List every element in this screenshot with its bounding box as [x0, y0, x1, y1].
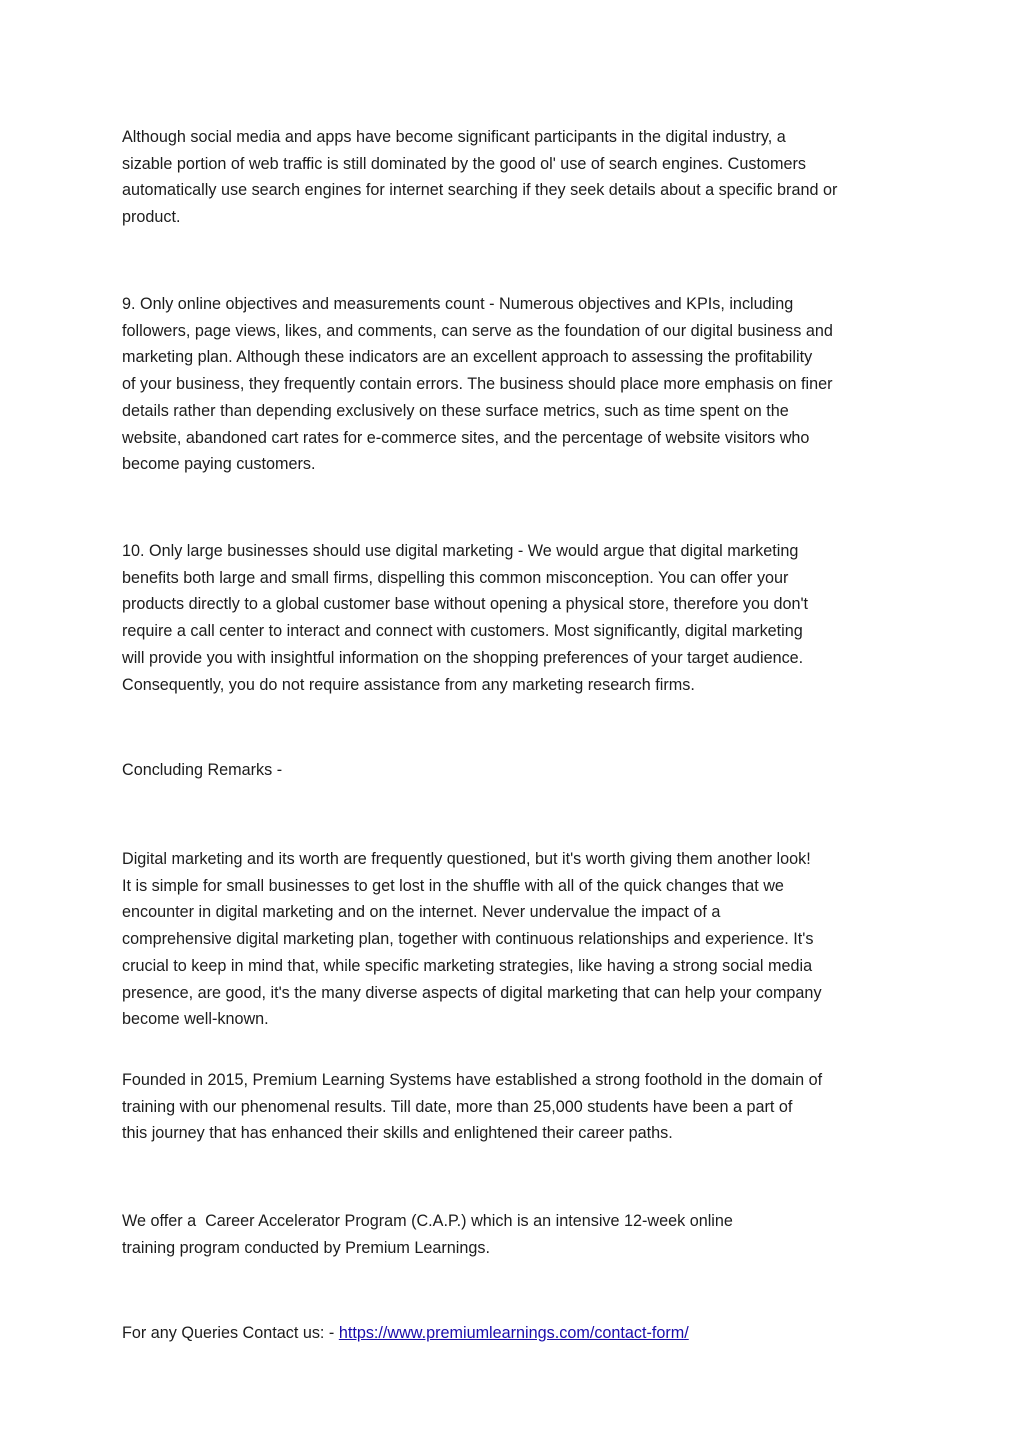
paragraph-line: encounter in digital marketing and on the internet. Never undervalue the impact of a	[122, 903, 721, 922]
paragraph-line: product.	[122, 208, 181, 227]
paragraph-line: Founded in 2015, Premium Learning Systems have established a strong foothold in the domain of	[122, 1071, 823, 1089]
paragraph-line: 9. Only online objectives and measurements count - Numerous objectives and KPIs, including	[122, 295, 794, 313]
paragraph-line: of your business, they frequently contain errors. The business should place more emphasis on finer	[122, 375, 833, 394]
paragraph-line: details rather than depending exclusively on these surface metrics, such as time spent on the	[122, 401, 789, 420]
paragraph-line: training with our phenomenal results. Till date, more than 25,000 students have been a part of	[122, 1097, 793, 1116]
paragraph-line: benefits both large and small firms, dispelling this common misconception. You can offer your	[122, 568, 789, 587]
paragraph-search-engines	[122, 124, 902, 231]
paragraph-line: become well-known.	[122, 1010, 269, 1029]
paragraph-point-9	[122, 291, 902, 478]
contact-line-text	[122, 1320, 902, 1347]
paragraph-point-10	[122, 538, 902, 698]
paragraph-line: crucial to keep in mind that, while specific marketing strategies, like having a strong social media	[122, 956, 813, 975]
paragraph-line: Although social media and apps have become significant participants in the digital industry, a	[122, 128, 786, 146]
paragraph-line: It is simple for small businesses to get lost in the shuffle with all of the quick changes that we	[122, 876, 784, 895]
paragraph-line: products directly to a global customer base without opening a physical store, therefore you don't	[122, 595, 809, 614]
paragraph-line: website, abandoned cart rates for e-commerce sites, and the percentage of website visitors who	[122, 428, 810, 447]
paragraph-line: sizable portion of web traffic is still dominated by the good ol' use of search engines. Customers	[122, 154, 806, 173]
paragraph-program-offer	[122, 1208, 902, 1261]
heading-line: Concluding Remarks -	[122, 761, 283, 779]
paragraph-conclusion	[122, 846, 902, 1033]
paragraph-line: will provide you with insightful information on the shopping preferences of your target audience.	[122, 648, 804, 667]
paragraph-line: 10. Only large businesses should use digital marketing - We would argue that digital marketing	[122, 542, 799, 560]
paragraph-line: marketing plan. Although these indicators are an excellent approach to assessing the profitability	[122, 348, 813, 367]
paragraph-line: training program conducted by Premium Learnings.	[122, 1238, 491, 1257]
paragraph-line: require a call center to interact and connect with customers. Most significantly, digital marketing	[122, 622, 803, 641]
paragraph-line: followers, page views, likes, and comments, can serve as the foundation of our digital business and	[122, 321, 833, 340]
paragraph-line: this journey that has enhanced their skills and enlightened their career paths.	[122, 1124, 673, 1143]
paragraph-line: Consequently, you do not require assistance from any marketing research firms.	[122, 675, 695, 694]
paragraph-line: We offer a Career Accelerator Program (C.A.P.) which is an intensive 12-week online	[122, 1212, 733, 1230]
paragraph-line: presence, are good, it's the many diverse aspects of digital marketing that can help your company	[122, 983, 822, 1002]
contact-prefix: For any Queries Contact us: -	[122, 1324, 339, 1342]
contact-form-link[interactable]: https://www.premiumlearnings.com/contact-form/	[338, 1324, 689, 1342]
paragraph-line: Digital marketing and its worth are frequently questioned, but it's worth giving them another look!	[122, 850, 811, 868]
contact-line	[122, 1320, 902, 1347]
paragraph-line: comprehensive digital marketing plan, together with continuous relationships and experience. It's	[122, 930, 814, 949]
paragraph-company-founded	[122, 1067, 902, 1147]
paragraph-line: become paying customers.	[122, 455, 316, 474]
section-heading-concluding-remarks	[122, 757, 902, 784]
paragraph-line: automatically use search engines for internet searching if they seek details about a specific brand or	[122, 181, 838, 200]
